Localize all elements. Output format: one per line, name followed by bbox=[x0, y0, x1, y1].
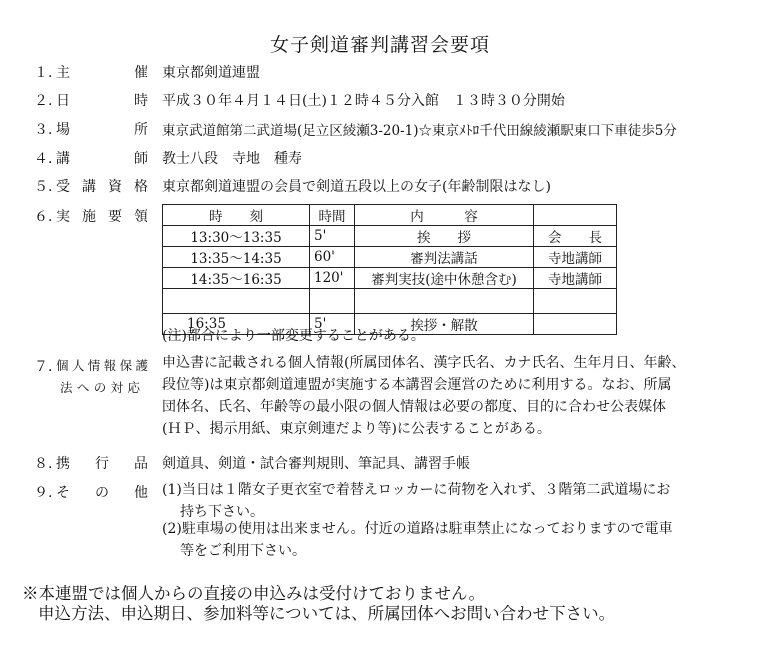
row-person: 会 長 bbox=[534, 226, 617, 247]
item-label: 主 催 bbox=[56, 65, 148, 81]
header-time: 時 刻 bbox=[163, 205, 310, 226]
row-person: 寺地講師 bbox=[534, 247, 617, 268]
row-content: 挨 拶 bbox=[355, 226, 534, 247]
item-number: １. bbox=[34, 65, 53, 81]
row-content bbox=[355, 289, 534, 314]
row-time: 14:35〜16:35 bbox=[163, 268, 310, 289]
item-label: 実 施 要 領 bbox=[56, 209, 148, 225]
header-content: 内 容 bbox=[355, 205, 534, 226]
row-content: 挨拶・解散 bbox=[355, 314, 534, 335]
item-label: 個 人 情 報 保 護 bbox=[56, 358, 148, 373]
footer-instructions: 申込方法、申込期日、参加料等については、所属団体へお問い合わせ下さい。 bbox=[38, 604, 616, 623]
schedule-table bbox=[162, 204, 617, 335]
item-value: 教士八段 寺地 種寿 bbox=[162, 151, 302, 167]
item-number: ７. bbox=[34, 359, 53, 375]
row-duration bbox=[310, 289, 355, 314]
privacy-text: 申込書に記載される個人情報(所属団体名、漢字氏名、カナ氏名、生年月日、年齢、 段位等)は東京都剣道連盟が実施する本講習会運営のために利用する。なお、所属 団体名、氏名、年齢等の最小限の個人情報は必要の都度、目的に合わせ公表媒体 (ＨＰ、掲示用紙、東京剣連だより等)に公表することがある。 bbox=[162, 355, 686, 437]
row-content: 審判実技(途中休憩含む) bbox=[355, 268, 534, 289]
page-title: 女子剣道審判講習会要項 bbox=[269, 34, 490, 56]
table-row bbox=[163, 226, 617, 247]
item-label: 場 所 bbox=[56, 122, 148, 138]
other-note-2: (2)駐車場の使用は出来ません。付近の道路は駐車禁止になっておりますので電車 等をご利用下さい。 bbox=[162, 521, 673, 559]
footer-notice: ※本連盟では個人からの直接の申込みは受付けておりません。 bbox=[22, 584, 485, 603]
item-number: ５. bbox=[34, 179, 53, 195]
item-value: 東京都剣道連盟の会員で剣道五段以上の女子(年齢制限はなし) bbox=[162, 179, 551, 195]
row-duration: 5' bbox=[310, 314, 355, 335]
item-label: 講 師 bbox=[56, 151, 148, 167]
item-number: ８. bbox=[34, 456, 53, 472]
row-person: 寺地講師 bbox=[534, 268, 617, 289]
row-duration: 5' bbox=[310, 226, 355, 247]
header-person bbox=[534, 205, 617, 226]
row-person bbox=[534, 314, 617, 335]
row-duration: 60' bbox=[310, 247, 355, 268]
item-number: ４. bbox=[34, 151, 53, 167]
row-time: 16:35 bbox=[163, 314, 310, 335]
row-duration: 120' bbox=[310, 268, 355, 289]
schedule-note: (注)都合により一部変更することがある。 bbox=[162, 328, 425, 344]
other-note-1: (1)当日は１階女子更衣室で着替えロッカーに荷物を入れず、３階第二武道場にお 持ち下さい。 bbox=[162, 482, 671, 520]
item-value: 東京都剣道連盟 bbox=[162, 65, 260, 81]
item-number: ９. bbox=[34, 485, 53, 501]
table-row bbox=[163, 289, 617, 314]
row-time bbox=[163, 289, 310, 314]
item-value: 平成３０年４月１４日(土)１２時４５分入館 １３時３０分開始 bbox=[162, 93, 565, 109]
row-time: 13:30〜13:35 bbox=[163, 226, 310, 247]
item-number: ３. bbox=[34, 122, 53, 138]
item-value: 東京武道館第二武道場(足立区綾瀬3-20-1)☆東京ﾒﾄﾛ千代田線綾瀬駅東口下車徒歩5分 bbox=[162, 123, 677, 139]
header-duration: 時間 bbox=[310, 205, 355, 226]
item-label: 受 講 資 格 bbox=[56, 179, 148, 195]
item-label: 法 へ の 対 応 bbox=[60, 380, 140, 395]
item-label: 携 行 品 bbox=[56, 456, 148, 472]
item-label: 日 時 bbox=[56, 93, 148, 109]
item-number: ６. bbox=[34, 209, 53, 225]
item-number: ２. bbox=[34, 93, 53, 109]
row-time: 13:35〜14:35 bbox=[163, 247, 310, 268]
row-content: 審判法講話 bbox=[355, 247, 534, 268]
table-header-row bbox=[163, 205, 617, 226]
row-person bbox=[534, 289, 617, 314]
item-value: 剣道具、剣道・試合審判規則、筆記具、講習手帳 bbox=[162, 456, 470, 472]
item-label: そ の 他 bbox=[56, 485, 148, 501]
table-row bbox=[163, 247, 617, 268]
table-row bbox=[163, 268, 617, 289]
